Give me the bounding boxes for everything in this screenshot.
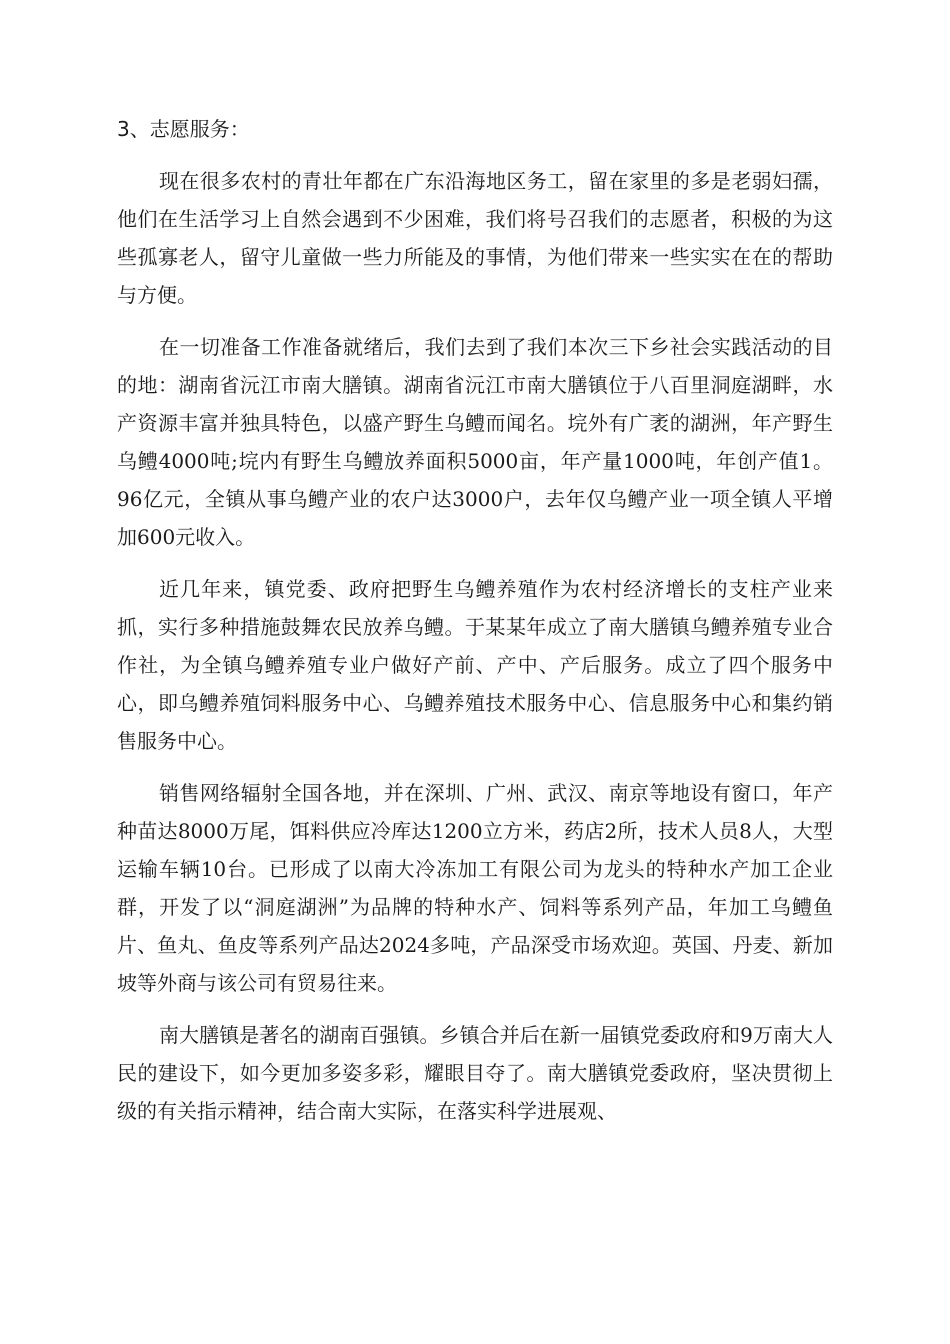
paragraph-town-overview: 南大膳镇是著名的湖南百强镇。乡镇合并后在新一届镇党委政府和9万南大人民的建设下，如今更加多姿多彩，耀眼目夺了。南大膳镇党委政府，坚决贯彻上级的有关指示精神，结合南大实际，在落实科学进展观、 xyxy=(117,1023,833,1123)
paragraph-destination: 在一切准备工作准备就绪后，我们去到了我们本次三下乡社会实践活动的目的地：湖南省沅江市南大膳镇。湖南省沅江市南大膳镇位于八百里洞庭湖畔，水产资源丰富并独具特色，以盛产野生乌鳢而闻名。垸外有广袤的湖洲，年产野生乌鳢4000吨;垸内有野生乌鳢放养面积5000亩，年产量1000吨，年创产值1。96亿元，全镇从事乌鳢产业的农户达3000户，去年仅乌鳢产业一项全镇人平增加600元收入。 xyxy=(117,335,833,549)
paragraph-industry-development: 近几年来，镇党委、政府把野生乌鳢养殖作为农村经济增长的支柱产业来抓，实行多种措施鼓舞农民放养乌鳢。于某某年成立了南大膳镇乌鳢养殖专业合作社，为全镇乌鳢养殖专业户做好产前、产中、产后服务。成立了四个服务中心，即乌鳢养殖饲料服务中心、乌鳢养殖技术服务中心、信息服务中心和集约销售服务中心。 xyxy=(117,577,833,753)
paragraph-sales-network: 销售网络辐射全国各地，并在深圳、广州、武汉、南京等地设有窗口，年产种苗达8000万尾，饵料供应冷库达1200立方米，药店2所，技术人员8人，大型运输车辆10台。已形成了以南大冷冻加工有限公司为龙头的特种水产加工企业群，开发了以“洞庭湖洲”为品牌的特种水产、饲料等系列产品，年加工乌鳢鱼片、鱼丸、鱼皮等系列产品达2024多吨，产品深受市场欢迎。英国、丹麦、新加坡等外商与该公司有贸易往来。 xyxy=(117,781,833,995)
paragraph-volunteer-service: 现在很多农村的青壮年都在广东沿海地区务工，留在家里的多是老弱妇孺，他们在生活学习上自然会遇到不少困难，我们将号召我们的志愿者，积极的为这些孤寡老人，留守儿童做一些力所能及的事情，为他们带来一些实实在在的帮助与方便。 xyxy=(117,169,833,307)
section-heading: 3、志愿服务： xyxy=(117,117,250,141)
document-body xyxy=(117,110,833,1144)
